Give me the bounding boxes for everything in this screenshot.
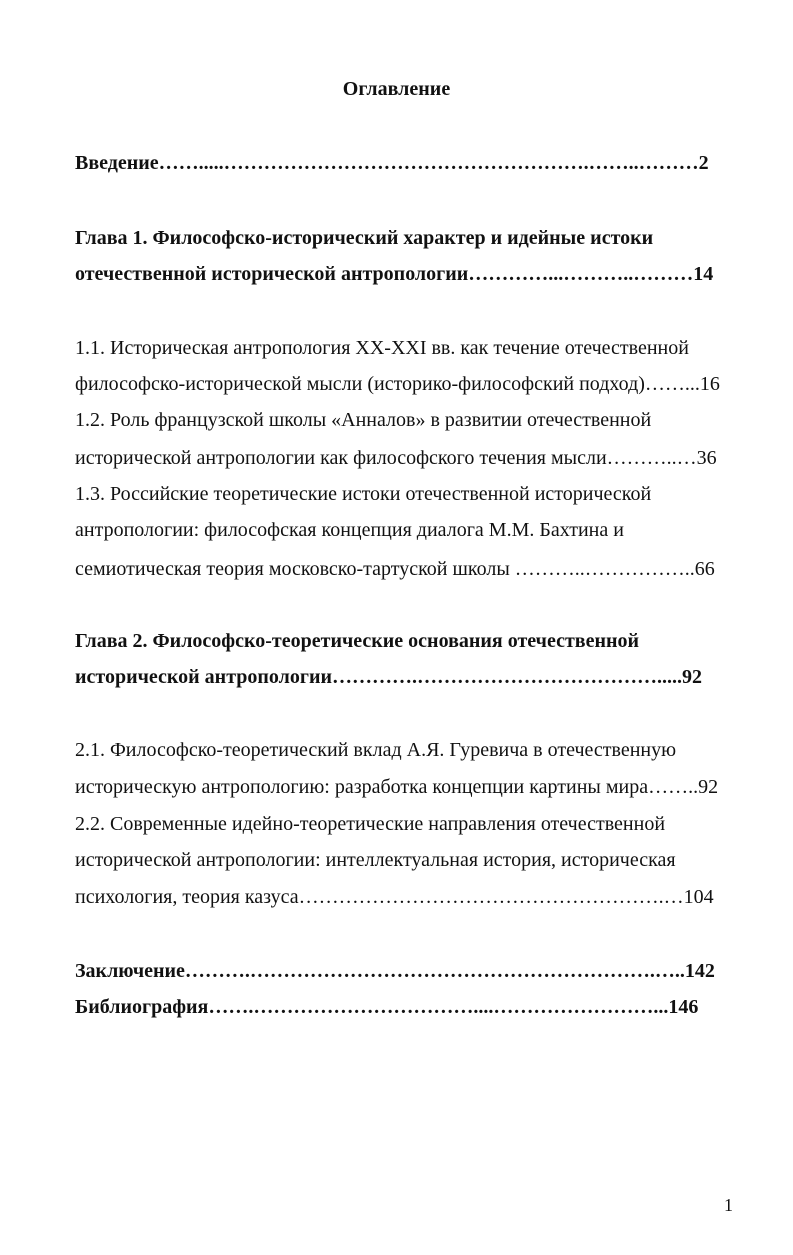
toc-entry-section-1-1-line-2: философско-исторической мысли (историко-философский подход)……...16 — [75, 373, 720, 395]
toc-entry-chapter-2-line-2: исторической антропологии………….……………………………….....92 — [75, 666, 702, 688]
toc-entry-section-1-2-line-2: исторической антропологии как философского течения мысли………..…36 — [75, 447, 717, 469]
toc-entry-section-1-1-line-1: 1.1. Историческая антропология XX-XXI вв. как течение отечественной — [75, 337, 689, 359]
toc-entry-section-1-3-line-1: 1.3. Российские теоретические истоки отечественной исторической — [75, 483, 652, 505]
toc-entry-section-1-3-line-2: антропологии: философская концепция диалога М.М. Бахтина и — [75, 519, 624, 541]
toc-entry-introduction: Введение…….....……………………………………………….……..………2 — [75, 152, 709, 174]
toc-entry-section-1-3-line-3: семиотическая теория московско-тартуской школы ………..……………..66 — [75, 558, 715, 580]
toc-entry-section-2-1-line-2: историческую антропологию: разработка концепции картины мира……..92 — [75, 776, 719, 798]
toc-entry-chapter-1-line-1: Глава 1. Философско-исторический характер и идейные истоки — [75, 227, 654, 249]
toc-entry-section-1-2-line-1: 1.2. Роль французской школы «Анналов» в развитии отечественной — [75, 409, 652, 431]
toc-entry-section-2-2-line-1: 2.2. Современные идейно-теоретические направления отечественной — [75, 813, 666, 835]
page-number: 1 — [724, 1195, 733, 1215]
toc-entry-section-2-1-line-1: 2.1. Философско-теоретический вклад А.Я. Гуревича в отечественную — [75, 739, 677, 761]
toc-entry-section-2-2-line-2: исторической антропологии: интеллектуальная история, историческая — [75, 849, 676, 871]
toc-title: Оглавление — [342, 78, 451, 100]
toc-entry-chapter-1-line-2: отечественной исторической антропологии…………...………..………14 — [75, 263, 714, 285]
toc-entry-chapter-2-line-1: Глава 2. Философско-теоретические основания отечественной — [75, 630, 640, 652]
toc-entry-section-2-2-line-3: психология, теория казуса……………………………………………….…104 — [75, 886, 714, 908]
toc-entry-bibliography: Библиография…….……………………………....……………………...146 — [75, 996, 699, 1018]
toc-entry-conclusion: Заключение……….…………………………………………………….…..142 — [75, 960, 715, 982]
